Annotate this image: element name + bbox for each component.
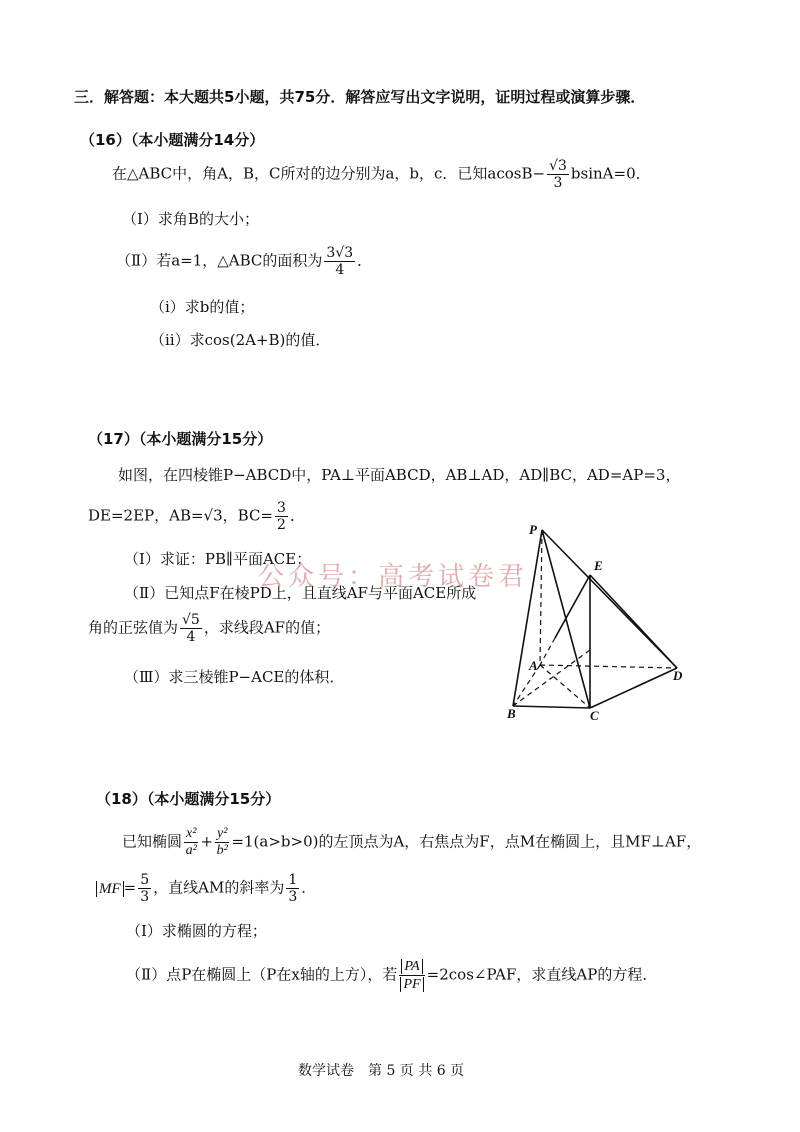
q17-frac2-den: 4 — [186, 629, 196, 646]
q18-line1-a: 已知椭圆 — [122, 832, 183, 851]
label-C: C — [590, 708, 599, 723]
q17-frac-num: 3 — [277, 500, 286, 516]
q18-plus: + — [200, 832, 214, 851]
section-title: 三．解答题：本大题共5小题，共75分．解答应写出文字说明，证明过程或演算步骤． — [74, 88, 646, 106]
q18-line1 — [122, 826, 701, 859]
q16-stem-a: 在△ABC中，角A，B，C所对的边分别为a，b，c．已知acosB− — [112, 164, 546, 183]
q18-eq: = — [123, 878, 137, 897]
q18-fx-num: x² — [184, 826, 198, 843]
q18-part2-a: （Ⅱ）点P在椭圆上（P在x轴的上方），若 — [126, 965, 398, 984]
q17-part2-line2 — [88, 612, 330, 645]
q18-line2-c: ． — [301, 878, 317, 897]
q16-frac2-num: 3√3 — [326, 245, 354, 261]
q16-part2 — [116, 245, 372, 278]
q18-line1-b: =1(a>b>0)的左顶点为A，右焦点为F，点M在椭圆上，且MF⊥AF， — [231, 832, 702, 851]
q18-fx-den: a² — [185, 843, 197, 859]
q16-part2-b: ． — [357, 251, 373, 270]
q18-fy-den: b² — [216, 843, 228, 859]
q17-part2-b: 角的正弦值为 — [88, 618, 179, 637]
q18-f1-num: 5 — [140, 872, 150, 888]
q16-heading: （16）（本小题满分14分） — [80, 131, 265, 149]
q18-heading: （18）（本小题满分15分） — [96, 790, 281, 808]
q16-frac-area — [324, 245, 355, 278]
q16-frac-sqrt3-over-3 — [547, 158, 569, 191]
label-D: D — [673, 668, 683, 683]
q18-part2-b: =2cos∠PAF，求直线AP的方程． — [426, 965, 658, 984]
label-E: E — [594, 558, 603, 573]
q17-frac-bc — [275, 500, 288, 533]
q17-line1: 如图，在四棱锥P−ABCD中，PA⊥平面ABCD，AB⊥AD，AD∥BC，AD=AP=3， — [118, 466, 681, 484]
q17-part3: （Ⅲ）求三棱锥P−ACE的体积． — [124, 668, 345, 686]
q17-frac2-num: √5 — [182, 612, 200, 628]
q16-frac2-den: 4 — [335, 262, 345, 279]
q16-part2-a: （Ⅱ）若a=1，△ABC的面积为 — [116, 251, 323, 270]
q16-frac1-den: 3 — [553, 175, 563, 192]
q16-sub-i: （ⅰ）求b的值； — [150, 298, 255, 316]
q17-line2 — [88, 500, 305, 533]
q17-heading: （17）（本小题满分15分） — [88, 430, 273, 448]
q18-f2-num: 1 — [288, 872, 298, 888]
q18-f2-den: 3 — [288, 889, 298, 906]
q18-abs-pa: PA — [401, 959, 422, 974]
q18-frac-x — [184, 826, 198, 859]
q17-frac-sine — [180, 612, 202, 645]
q18-abs-pf: PF — [400, 977, 423, 992]
q18-frac-13 — [286, 872, 299, 905]
q18-abs-mf: MF — [96, 881, 124, 897]
q18-line2 — [96, 872, 316, 905]
label-A: A — [529, 658, 538, 673]
q17-line2-a: DE=2EP，AB=√3，BC= — [88, 506, 274, 525]
q16-frac1-num: √3 — [549, 158, 567, 174]
page-footer: 数学试卷 第 5 页 共 6 页 — [298, 1063, 465, 1079]
q17-line2-b: ． — [289, 506, 305, 525]
q18-part2 — [126, 958, 657, 993]
q17-part2-line1: （Ⅱ）已知点F在棱PD上，且直线AF与平面ACE所成 — [124, 584, 477, 602]
label-B: B — [507, 706, 516, 721]
q17-frac-den: 2 — [277, 517, 286, 534]
q16-stem — [112, 158, 651, 191]
q18-line2-b: ，直线AM的斜率为 — [153, 878, 285, 897]
q18-frac-y — [215, 826, 229, 859]
q17-part2-c: ，求线段AF的值； — [203, 618, 331, 637]
q18-frac-53 — [138, 872, 151, 905]
q18-f1-den: 3 — [140, 889, 150, 906]
q16-stem-b: bsinA=0． — [570, 164, 651, 183]
q16-part1: （Ⅰ）求角B的大小； — [122, 210, 259, 228]
pyramid-figure — [495, 520, 715, 730]
label-P: P — [529, 522, 537, 537]
q17-part1: （Ⅰ）求证：PB∥平面ACE； — [124, 550, 312, 568]
watermark: 公众号：高考试卷君 — [258, 562, 529, 592]
q16-sub-ii: （ⅱ）求cos(2A+B)的值． — [150, 331, 331, 349]
q18-part1: （Ⅰ）求椭圆的方程； — [126, 922, 267, 940]
q18-frac-pa-pf — [399, 958, 424, 993]
q18-fy-num: y² — [215, 826, 229, 843]
